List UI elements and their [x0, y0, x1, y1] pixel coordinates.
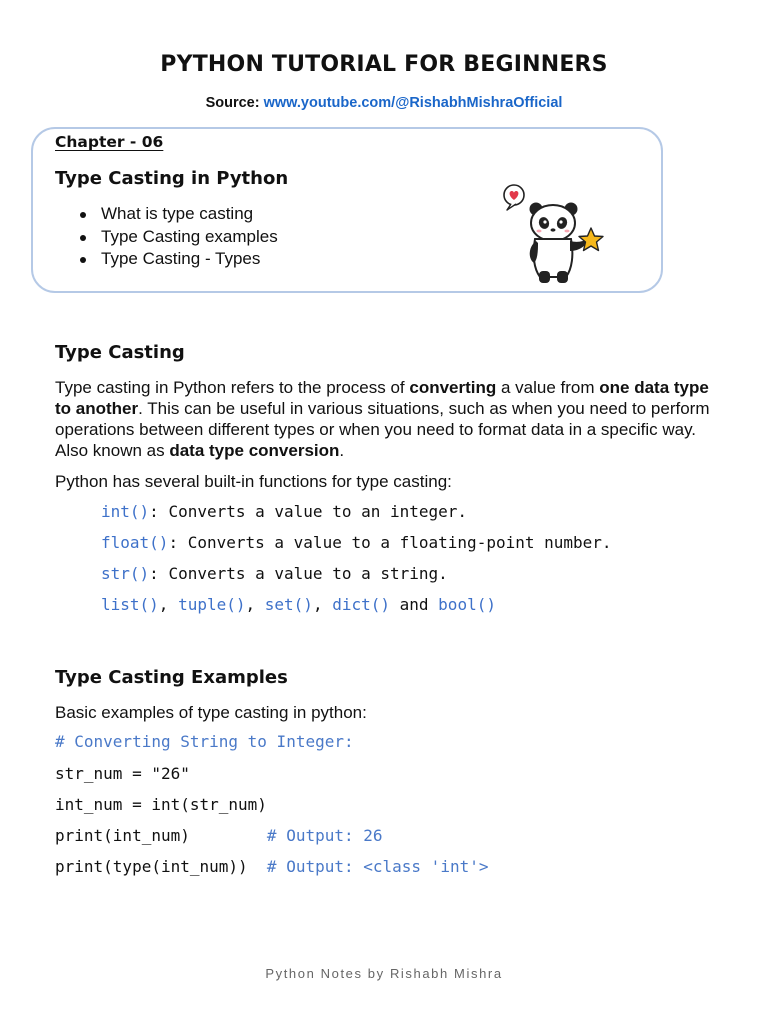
panda-eye-right: [559, 220, 562, 223]
code-comment-line: # Converting String to Integer:: [55, 732, 354, 751]
function-float-line: float(): Converts a value to a floating-point number.: [101, 533, 612, 552]
page-footer: Python Notes by Rishabh Mishra: [265, 966, 503, 981]
function-collections-line: list(), tuple(), set(), dict() and bool(): [101, 595, 496, 614]
section-heading-type-casting: Type Casting: [55, 342, 185, 363]
section-heading-examples: Type Casting Examples: [55, 667, 288, 688]
examples-intro: Basic examples of type casting in python:: [55, 703, 367, 722]
code-line-2: int_num = int(str_num): [55, 795, 267, 814]
panda-cheek-right: [565, 230, 570, 233]
star-icon: [579, 228, 603, 251]
code-line-4: print(type(int_num)) # Output: <class 'int'>: [55, 857, 489, 876]
source-line: [0, 95, 768, 111]
type-casting-paragraph: Type casting in Python refers to the process of converting a value from one data type to another. This can be useful in various situations, such as when you need to perform operations between different types or when you need to format data in a specific way. Also known as data type conversion.: [55, 378, 710, 460]
panda-leg-left: [539, 271, 550, 283]
code-line-3: print(int_num) # Output: 26: [55, 826, 383, 845]
panda-head: [531, 205, 575, 241]
panda-eye-left: [543, 220, 546, 223]
chapter-label: Chapter - 06: [55, 133, 164, 151]
speech-bubble-tail: [507, 204, 516, 210]
list-item: Type Casting examples: [80, 226, 278, 249]
function-str-line: str(): Converts a value to a string.: [101, 564, 448, 583]
panda-body: [534, 239, 573, 277]
code-line-1: str_num = "26": [55, 764, 190, 783]
panda-leg-right: [557, 271, 568, 283]
page-title: PYTHON TUTORIAL FOR BEGINNERS: [160, 52, 608, 77]
chapter-heading: Type Casting in Python: [55, 168, 289, 189]
list-item: What is type casting: [80, 203, 278, 226]
panda-nose: [551, 228, 556, 231]
panda-cheek-left: [537, 230, 542, 233]
chapter-topics-list: [80, 203, 278, 271]
source-link[interactable]: www.youtube.com/@RishabhMishraOfficial: [263, 95, 563, 111]
list-item: Type Casting - Types: [80, 248, 278, 271]
builtin-functions-intro: Python has several built-in functions for type casting:: [55, 472, 452, 491]
function-int-line: int(): Converts a value to an integer.: [101, 502, 468, 521]
source-label: Source:: [205, 95, 260, 111]
panda-mascot-icon: [498, 183, 606, 289]
